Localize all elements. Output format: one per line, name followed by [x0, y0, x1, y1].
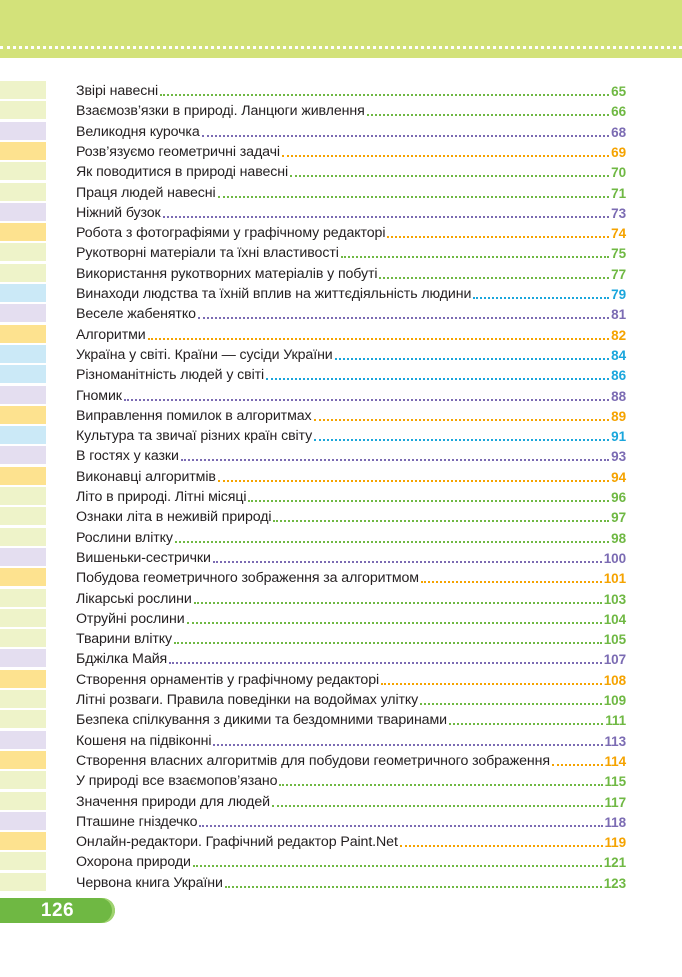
toc-entry-title: Літні розваги. Правила поведінки на водоймах улітку — [76, 692, 419, 708]
toc-entry-page: 73 — [611, 205, 626, 221]
toc-entry[interactable] — [76, 141, 626, 161]
strip-segment — [0, 528, 46, 546]
toc-entry[interactable] — [76, 506, 626, 526]
toc-entry-page: 70 — [611, 165, 626, 181]
toc-dot-leader — [367, 114, 609, 116]
toc-entry-title: Значення природи для людей — [76, 793, 270, 810]
toc-entry-page: 103 — [603, 591, 626, 607]
toc-dot-leader — [387, 236, 609, 238]
toc-dot-leader — [213, 561, 602, 563]
strip-segment — [0, 629, 46, 647]
toc-entry-page: 107 — [603, 652, 626, 668]
toc-entry-page: 119 — [604, 835, 626, 851]
toc-entry-page: 96 — [611, 490, 626, 505]
toc-entry-title: У природі все взаємопов’язано — [76, 773, 278, 790]
strip-segment — [0, 122, 46, 140]
toc-entry-page: 98 — [611, 530, 626, 546]
toc-entry-title: Безпека спілкування з дикими та бездомними тваринами — [76, 712, 447, 729]
toc-dot-leader — [218, 480, 609, 482]
toc-entry-page: 93 — [611, 449, 626, 465]
strip-segment — [0, 386, 46, 404]
toc-dot-leader — [199, 825, 602, 827]
toc-entry-page: 68 — [611, 124, 626, 140]
toc-entry-title: Створення орнаментів у графічному редакторі — [76, 671, 380, 688]
toc-dot-leader — [314, 439, 609, 441]
toc-entry-page: 104 — [603, 611, 626, 627]
toc-entry[interactable] — [76, 385, 626, 405]
toc-dot-leader — [473, 297, 609, 299]
toc-entry[interactable] — [76, 466, 626, 486]
toc-entry[interactable] — [76, 425, 626, 445]
toc-entry-title: Культура та звичаї різних країн світу — [76, 428, 313, 445]
toc-dot-leader — [273, 520, 609, 522]
toc-dot-leader — [335, 358, 610, 360]
toc-entry-title: В гостях у казки — [76, 448, 179, 465]
toc-entry-title: Як поводитися в природі навесні — [76, 164, 289, 181]
toc-dot-leader — [163, 216, 610, 218]
strip-segment — [0, 203, 46, 221]
toc-entry[interactable] — [76, 121, 626, 141]
toc-entry[interactable] — [76, 182, 626, 202]
toc-dot-leader — [379, 277, 609, 279]
strip-segment — [0, 670, 46, 688]
toc-dot-leader — [381, 683, 602, 685]
toc-dot-leader — [290, 175, 609, 177]
strip-segment — [0, 101, 46, 119]
strip-segment — [0, 792, 46, 810]
toc-entry-page: 86 — [611, 368, 626, 384]
strip-segment — [0, 162, 46, 180]
strip-segment — [0, 568, 46, 586]
toc-dot-leader — [341, 256, 609, 258]
toc-entry[interactable] — [76, 811, 626, 831]
strip-segment — [0, 832, 46, 850]
toc-entry-page: 75 — [611, 246, 626, 262]
toc-entry-page: 117 — [604, 794, 626, 810]
toc-entry-page: 108 — [603, 672, 626, 688]
toc-entry[interactable] — [76, 709, 626, 729]
toc-entry[interactable] — [76, 831, 626, 851]
toc-dot-leader — [225, 886, 602, 888]
toc-entry-title: Вишеньки-сестрички — [76, 549, 211, 566]
toc-entry[interactable] — [76, 791, 626, 811]
toc-entry-page: 74 — [611, 226, 626, 242]
toc-entry-title: Рукотворні матеріали та їхні властивості — [76, 245, 339, 262]
toc-entry-page: 97 — [611, 510, 626, 526]
toc-entry-page: 66 — [611, 104, 626, 120]
toc-entry-page: 114 — [604, 753, 626, 769]
toc-entry-page: 71 — [611, 185, 626, 201]
toc-entry-title: Охорона природи — [76, 854, 191, 871]
toc-entry[interactable] — [76, 486, 626, 506]
toc-dot-leader — [198, 317, 609, 319]
toc-dot-leader — [552, 764, 603, 766]
toc-entry[interactable] — [76, 669, 626, 689]
toc-entry-page: 81 — [611, 307, 626, 323]
toc-entry-title: Різноманітність людей у світі — [76, 367, 265, 384]
toc-entry-title: Праця людей навесні — [76, 184, 216, 201]
strip-segment — [0, 487, 46, 505]
toc-entry[interactable] — [76, 324, 626, 344]
strip-segment — [0, 751, 46, 769]
strip-segment — [0, 548, 46, 566]
toc-entry[interactable] — [76, 851, 626, 871]
toc-entry-page: 101 — [603, 571, 626, 587]
toc-entry-title: Тварини влітку — [76, 631, 173, 648]
strip-segment — [0, 609, 46, 627]
toc-dot-leader — [187, 622, 602, 624]
toc-entry[interactable] — [76, 283, 626, 303]
toc-entry-title: Великодня курочка — [76, 123, 200, 140]
toc-entry-page: 94 — [611, 469, 626, 485]
toc-dot-leader — [148, 338, 610, 340]
toc-dot-leader — [202, 135, 610, 137]
toc-entry-title: Пташине гніздечко — [76, 813, 198, 830]
toc-dot-leader — [124, 399, 609, 401]
toc-entry-title: Звірі навесні — [76, 83, 159, 99]
toc-dot-leader — [272, 805, 603, 807]
toc-entry[interactable] — [76, 628, 626, 648]
toc-entry[interactable] — [76, 222, 626, 242]
toc-entry[interactable] — [76, 344, 626, 364]
toc-dot-leader — [175, 541, 609, 543]
toc-entry-page: 121 — [603, 855, 626, 871]
toc-dot-leader — [282, 155, 609, 157]
toc-entry-title: Червона книга України — [76, 874, 223, 891]
strip-segment — [0, 325, 46, 343]
toc-dot-leader — [213, 744, 602, 746]
toc-entry-page: 91 — [611, 429, 626, 445]
toc-entry[interactable] — [76, 689, 626, 709]
page-number-tab — [0, 898, 115, 923]
toc-entry[interactable] — [76, 608, 626, 628]
strip-segment — [0, 649, 46, 667]
toc-entry-title: Гномик — [76, 387, 122, 404]
toc-dot-leader — [279, 784, 602, 786]
toc-entry-page: 123 — [603, 875, 626, 891]
toc-entry-title: Веселе жабенятко — [76, 306, 196, 323]
toc-entry-title: Виправлення помилок в алгоритмах — [76, 407, 312, 424]
toc-dot-leader — [160, 94, 609, 96]
toc-entry-title: Літо в природі. Літні місяці — [76, 489, 247, 505]
toc-entry-title: Україна у світі. Країни — сусіди України — [76, 346, 333, 363]
toc-entry[interactable] — [76, 242, 626, 262]
toc-dot-leader — [420, 703, 602, 705]
strip-segment — [0, 345, 46, 363]
toc-entry[interactable] — [76, 770, 626, 790]
toc-dot-leader — [194, 602, 602, 604]
header-band — [0, 0, 682, 58]
toc-entry[interactable] — [76, 202, 626, 222]
page-number: 126 — [40, 899, 75, 921]
toc-entry-title: Побудова геометричного зображення за алгоритмом — [76, 570, 419, 587]
header-dotted-line — [0, 46, 682, 49]
toc-entry-page: 89 — [611, 408, 626, 424]
toc-entry-title: Лікарські рослини — [76, 590, 192, 607]
strip-segment — [0, 771, 46, 789]
strip-segment — [0, 852, 46, 870]
strip-segment — [0, 183, 46, 201]
toc-entry-title: Винаходи людства та їхній вплив на життєдіяльність людини — [76, 286, 472, 302]
toc-entry[interactable] — [76, 161, 626, 181]
strip-segment — [0, 507, 46, 525]
toc-entry-page: 88 — [611, 388, 626, 404]
toc-entry-title: Отруйні рослини — [76, 610, 185, 627]
strip-segment — [0, 365, 46, 383]
toc-dot-leader — [400, 845, 603, 847]
toc-entry-title: Ознаки літа в неживій природі — [76, 509, 272, 526]
toc-entry-page: 65 — [611, 84, 626, 99]
strip-segment — [0, 812, 46, 830]
toc-entry-title: Ніжний бузок — [76, 204, 161, 221]
toc-dot-leader — [266, 378, 609, 380]
toc-entry[interactable] — [76, 445, 626, 465]
strip-segment — [0, 873, 46, 891]
toc-entry[interactable] — [76, 303, 626, 323]
toc-entry[interactable] — [76, 364, 626, 384]
toc-entry[interactable] — [76, 405, 626, 425]
toc-entry-title: Онлайн-редактори. Графічний редактор Paint.Net — [76, 834, 398, 851]
toc-entry-page: 105 — [603, 632, 626, 648]
toc-entry[interactable] — [76, 648, 626, 668]
strip-segment — [0, 304, 46, 322]
toc-entry-title: Алгоритми — [76, 326, 146, 343]
toc-entry-page: 79 — [611, 287, 626, 302]
toc-dot-leader — [314, 419, 610, 421]
toc-dot-leader — [248, 500, 609, 502]
toc-entry[interactable] — [76, 80, 626, 100]
toc-entry[interactable] — [76, 567, 626, 587]
toc-entry-page: 109 — [603, 693, 626, 708]
toc-entry[interactable] — [76, 263, 626, 283]
toc-entry-title: Взаємозв’язки в природі. Ланцюги живлення — [76, 103, 365, 120]
toc-entry[interactable] — [76, 730, 626, 750]
toc-entry-page: 69 — [611, 144, 626, 160]
strip-segment — [0, 446, 46, 464]
strip-segment — [0, 589, 46, 607]
strip-segment — [0, 264, 46, 282]
strip-segment — [0, 731, 46, 749]
toc-entry-title: Рослини влітку — [76, 529, 173, 546]
toc-dot-leader — [169, 662, 602, 664]
toc-dot-leader — [421, 581, 602, 583]
toc-dot-leader — [193, 865, 602, 867]
toc-entry[interactable] — [76, 750, 626, 770]
toc-entry-title: Виконавці алгоритмів — [76, 468, 216, 485]
toc-entry-page: 82 — [611, 327, 626, 343]
toc-entry[interactable] — [76, 100, 626, 120]
strip-segment — [0, 284, 46, 302]
toc-entry[interactable] — [76, 527, 626, 547]
strip-segment — [0, 223, 46, 241]
toc-dot-leader — [449, 723, 603, 725]
strip-segment — [0, 142, 46, 160]
toc-entry[interactable] — [76, 547, 626, 567]
strip-segment — [0, 710, 46, 728]
toc-entry-page: 100 — [603, 550, 626, 566]
toc-entry-page: 77 — [611, 266, 626, 282]
toc-entry-title: Розв’язуємо геометричні задачі — [76, 143, 280, 160]
toc-entry-title: Створення власних алгоритмів для побудови геометричного зображення — [76, 752, 550, 769]
toc-entry-title: Кошеня на підвіконні — [76, 732, 212, 749]
strip-segment — [0, 690, 46, 708]
strip-segment — [0, 81, 46, 99]
toc-entry-page: 84 — [611, 347, 626, 363]
toc-entry-page: 118 — [604, 814, 626, 830]
toc-entry-title: Робота з фотографіями у графічному редакторі — [76, 225, 386, 242]
toc-dot-leader — [218, 196, 610, 198]
toc-entry-page: 113 — [604, 733, 626, 749]
strip-segment — [0, 406, 46, 424]
toc-entry[interactable] — [76, 872, 626, 892]
toc-entry-page: 111 — [605, 713, 626, 729]
toc-dot-leader — [174, 642, 602, 644]
toc-entry-page: 115 — [604, 774, 626, 790]
toc-entry-title: Бджілка Майя — [76, 651, 168, 668]
strip-segment — [0, 467, 46, 485]
strip-segment — [0, 243, 46, 261]
strip-segment — [0, 426, 46, 444]
toc-entry-title: Використання рукотворних матеріалів у побуті — [76, 265, 378, 282]
toc-entry[interactable] — [76, 588, 626, 608]
toc-dot-leader — [181, 459, 609, 461]
